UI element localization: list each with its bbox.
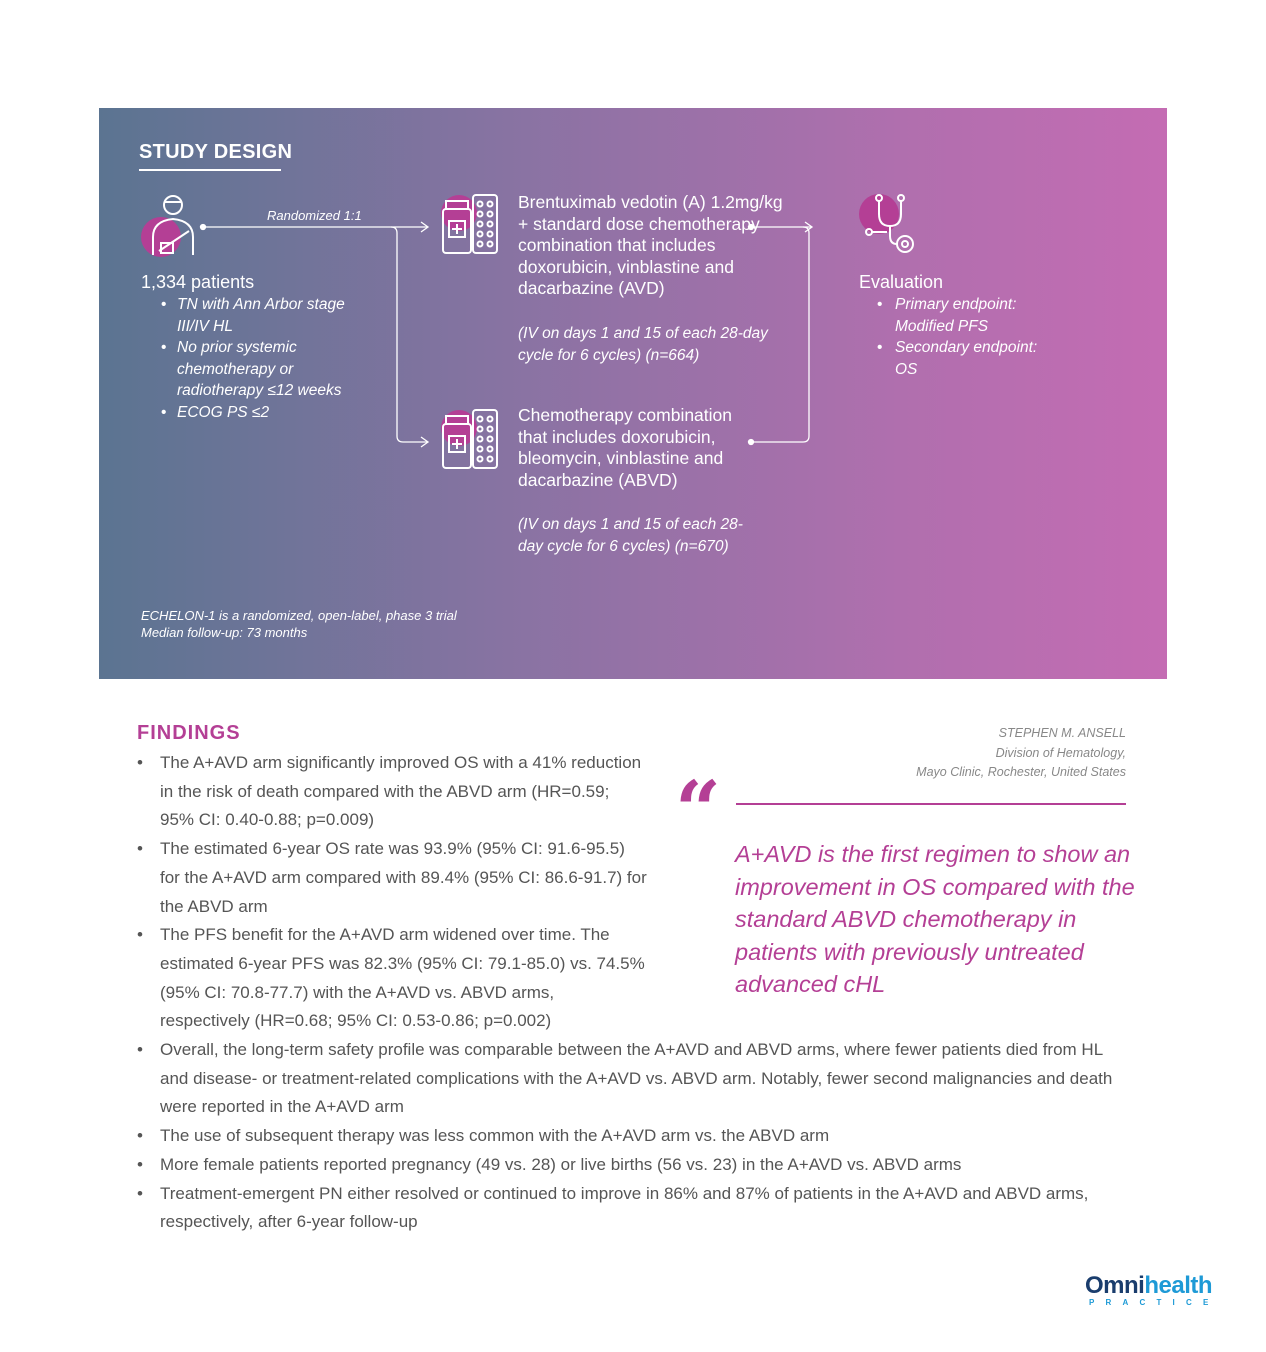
arm-b-detail: (IV on days 1 and 15 of each 28-day cycle for 6 cycles) (n=670): [518, 516, 743, 555]
endpoint-item: • Primary endpoint: Modified PFS: [841, 294, 1045, 337]
quote-author: [916, 724, 1126, 783]
logo-subtitle: PRACTICE: [1089, 1298, 1220, 1307]
logo-main-text: mni: [1103, 1272, 1145, 1299]
medication-icon-b: [439, 406, 501, 472]
criteria-item: • TN with Ann Arbor stage III/IV HL: [139, 294, 379, 337]
omnihealth-logo: [1083, 1272, 1223, 1312]
finding-item: • The use of subsequent therapy was less common with the A+AVD arm vs. the ABVD arm: [137, 1122, 1128, 1151]
endpoint-item: • Secondary endpoint: OS: [841, 337, 1045, 380]
evaluation-endpoints: [841, 294, 1061, 380]
medication-icon-a: [439, 191, 501, 257]
finding-item: • Overall, the long-term safety profile was comparable between the A+AVD and ABVD arms, where fewer patients died from HL and disease- or treatment-related complications with the A+AVD vs. ABVD arm. Notably, fewer second malignancies and death were reported in the A+AVD arm: [137, 1036, 1128, 1122]
trial-footnote: [141, 608, 457, 641]
criteria-item: • ECOG PS ≤2: [139, 402, 379, 424]
randomized-label: Randomized 1:1: [267, 208, 362, 223]
evaluation-title: Evaluation: [859, 272, 944, 292]
finding-item: • Treatment-emergent PN either resolved or continued to improve in 86% and 87% of patients in the A+AVD and ABVD arms, respectively, after 6-year follow-up: [137, 1180, 1128, 1237]
pull-quote: A+AVD is the first regimen to show an improvement in OS compared with the standard ABVD chemotherapy in patients with previously untreated advanced cHL: [735, 841, 1135, 998]
author-name: STEPHEN M. ANSELL: [998, 726, 1126, 740]
study-design-panel: [99, 108, 1167, 679]
logo-wordmark: [1085, 1272, 1212, 1300]
logo-prefix: O: [1085, 1272, 1104, 1299]
stethoscope-icon: [857, 192, 919, 258]
finding-item: • More female patients reported pregnancy (49 vs. 28) or live births (56 vs. 23) in the A+AVD vs. ABVD arms: [137, 1151, 1128, 1180]
arm-a-title: Brentuximab vedotin (A) 1.2mg/kg + standard dose chemotherapy combination that includes doxorubicin, vinblastine and dacarbazine (AVD): [518, 192, 783, 298]
patient-count: 1,334 patients: [141, 272, 255, 292]
patient-icon: [139, 193, 201, 257]
author-institution: Mayo Clinic, Rochester, United States: [916, 765, 1126, 779]
finding-item: • The estimated 6-year OS rate was 93.9% (95% CI: 91.6-95.5) for the A+AVD arm compared with 89.4% (95% CI: 86.6-91.7) for the ABVD arm: [137, 835, 647, 921]
criteria-item: • No prior systemic chemotherapy or radiotherapy ≤12 weeks: [139, 337, 379, 402]
arm-a-detail: (IV on days 1 and 15 of each 28-day cycle for 6 cycles) (n=664): [518, 325, 768, 364]
footnote-trial-type: ECHELON-1 is a randomized, open-label, phase 3 trial: [141, 608, 457, 623]
arm-b-title: Chemotherapy combination that includes doxorubicin, bleomycin, vinblastine and dacarbazine (ABVD): [518, 405, 733, 490]
logo-accent-text: health: [1144, 1272, 1213, 1299]
finding-item: • The PFS benefit for the A+AVD arm widened over time. The estimated 6-year PFS was 82.3% (95% CI: 79.1-85.0) vs. 74.5% (95% CI: 70.8-77.7) with the A+AVD vs. ABVD arms, respectively (HR=0.68; 95% CI: 0.53-0.86; p=0.002): [137, 921, 647, 1036]
finding-item: • The A+AVD arm significantly improved OS with a 41% reduction in the risk of death compared with the ABVD arm (HR=0.59; 95% CI: 0.40-0.88; p=0.009): [137, 749, 647, 835]
quote-mark: “: [675, 763, 722, 857]
quote-divider: [736, 803, 1126, 805]
footnote-follow-up: Median follow-up: 73 months: [141, 624, 308, 640]
findings-title: FINDINGS: [137, 722, 241, 744]
study-design-title: STUDY DESIGN: [139, 141, 293, 163]
author-department: Division of Hematology,: [995, 745, 1126, 760]
inclusion-criteria: [139, 294, 379, 423]
